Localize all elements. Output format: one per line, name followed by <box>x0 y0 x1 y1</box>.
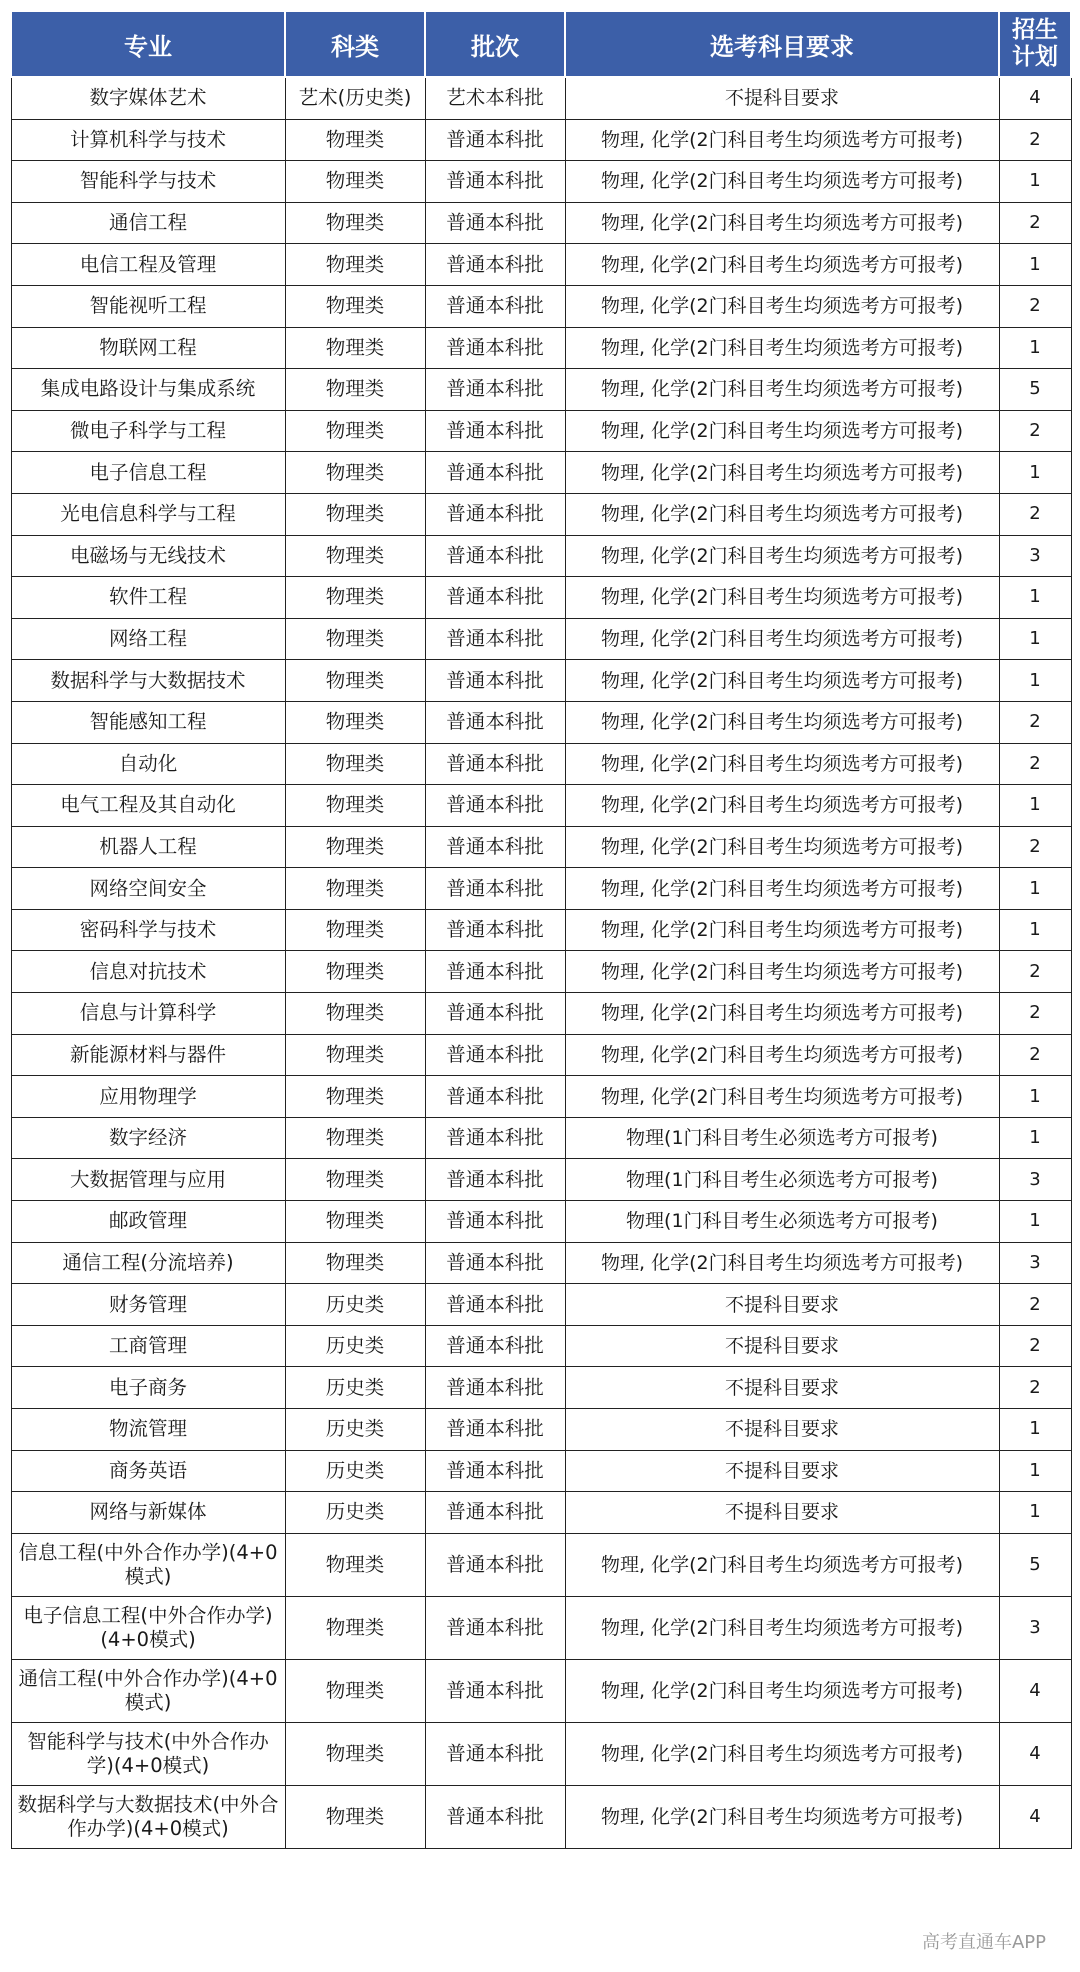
plan-cell: 2 <box>999 993 1071 1035</box>
category-cell: 历史类 <box>285 1450 425 1492</box>
plan-cell: 2 <box>999 951 1071 993</box>
category-cell: 物理类 <box>285 826 425 868</box>
requirement-cell: 物理, 化学(2门科目考生均须选考方可报考) <box>565 577 999 619</box>
category-cell: 物理类 <box>285 701 425 743</box>
plan-cell: 2 <box>999 826 1071 868</box>
category-cell: 物理类 <box>285 327 425 369</box>
batch-cell: 普通本科批 <box>425 1159 565 1201</box>
major-cell: 物联网工程 <box>11 327 285 369</box>
table-row <box>11 369 1071 411</box>
table-row <box>11 826 1071 868</box>
batch-cell: 普通本科批 <box>425 369 565 411</box>
batch-cell: 普通本科批 <box>425 826 565 868</box>
category-cell: 物理类 <box>285 1159 425 1201</box>
requirement-cell: 物理, 化学(2门科目考生均须选考方可报考) <box>565 868 999 910</box>
batch-cell: 普通本科批 <box>425 1659 565 1722</box>
major-cell: 光电信息科学与工程 <box>11 493 285 535</box>
plan-cell: 1 <box>999 577 1071 619</box>
plan-cell: 4 <box>999 1722 1071 1785</box>
plan-cell: 1 <box>999 868 1071 910</box>
batch-cell: 普通本科批 <box>425 660 565 702</box>
requirement-cell: 不提科目要求 <box>565 1492 999 1534</box>
table-row <box>11 1409 1071 1451</box>
major-cell: 网络与新媒体 <box>11 1492 285 1534</box>
plan-cell: 1 <box>999 1409 1071 1451</box>
requirement-cell: 物理(1门科目考生必须选考方可报考) <box>565 1117 999 1159</box>
table-row <box>11 452 1071 494</box>
requirement-cell: 物理, 化学(2门科目考生均须选考方可报考) <box>565 826 999 868</box>
plan-cell: 3 <box>999 1242 1071 1284</box>
major-cell: 数字经济 <box>11 1117 285 1159</box>
major-cell: 自动化 <box>11 743 285 785</box>
table-row <box>11 1367 1071 1409</box>
plan-cell: 1 <box>999 1492 1071 1534</box>
header-plan-label: 招生计划 <box>1012 17 1058 70</box>
requirement-cell: 物理(1门科目考生必须选考方可报考) <box>565 1201 999 1243</box>
batch-cell: 普通本科批 <box>425 1409 565 1451</box>
batch-cell: 普通本科批 <box>425 493 565 535</box>
major-cell: 集成电路设计与集成系统 <box>11 369 285 411</box>
plan-cell: 1 <box>999 909 1071 951</box>
batch-cell: 普通本科批 <box>425 951 565 993</box>
table-row <box>11 493 1071 535</box>
major-cell: 通信工程 <box>11 202 285 244</box>
requirement-cell: 物理, 化学(2门科目考生均须选考方可报考) <box>565 909 999 951</box>
major-cell: 数字媒体艺术 <box>11 77 285 119</box>
requirement-cell: 物理, 化学(2门科目考生均须选考方可报考) <box>565 327 999 369</box>
batch-cell: 普通本科批 <box>425 618 565 660</box>
requirement-cell: 物理, 化学(2门科目考生均须选考方可报考) <box>565 660 999 702</box>
plan-cell: 2 <box>999 701 1071 743</box>
plan-cell: 1 <box>999 1076 1071 1118</box>
table-header-row <box>11 11 1071 77</box>
header-plan <box>999 11 1071 77</box>
plan-cell: 2 <box>999 410 1071 452</box>
table-row <box>11 951 1071 993</box>
table-row <box>11 1076 1071 1118</box>
table-row <box>11 1659 1071 1722</box>
batch-cell: 艺术本科批 <box>425 77 565 119</box>
plan-cell: 1 <box>999 452 1071 494</box>
plan-cell: 2 <box>999 119 1071 161</box>
plan-cell: 4 <box>999 77 1071 119</box>
batch-cell: 普通本科批 <box>425 161 565 203</box>
major-cell: 商务英语 <box>11 1450 285 1492</box>
category-cell: 物理类 <box>285 993 425 1035</box>
category-cell: 物理类 <box>285 285 425 327</box>
category-cell: 物理类 <box>285 1596 425 1659</box>
batch-cell: 普通本科批 <box>425 1450 565 1492</box>
plan-cell: 1 <box>999 244 1071 286</box>
category-cell: 历史类 <box>285 1284 425 1326</box>
category-cell: 历史类 <box>285 1325 425 1367</box>
table-row <box>11 1596 1071 1659</box>
plan-cell: 2 <box>999 1325 1071 1367</box>
category-cell: 物理类 <box>285 1201 425 1243</box>
batch-cell: 普通本科批 <box>425 452 565 494</box>
table-row <box>11 868 1071 910</box>
category-cell: 物理类 <box>285 161 425 203</box>
table-row <box>11 618 1071 660</box>
watermark: 高考直通车APP <box>921 1932 1046 1953</box>
requirement-cell: 物理, 化学(2门科目考生均须选考方可报考) <box>565 618 999 660</box>
category-cell: 物理类 <box>285 410 425 452</box>
plan-cell: 2 <box>999 1284 1071 1326</box>
major-cell: 信息与计算科学 <box>11 993 285 1035</box>
table-row <box>11 119 1071 161</box>
major-cell: 智能科学与技术(中外合作办学)(4+0模式) <box>11 1722 285 1785</box>
major-cell: 财务管理 <box>11 1284 285 1326</box>
category-cell: 物理类 <box>285 202 425 244</box>
category-cell: 物理类 <box>285 1034 425 1076</box>
requirement-cell: 物理, 化学(2门科目考生均须选考方可报考) <box>565 701 999 743</box>
admission-plan-table-container <box>10 10 1070 1962</box>
plan-cell: 1 <box>999 161 1071 203</box>
table-row <box>11 1034 1071 1076</box>
requirement-cell: 物理, 化学(2门科目考生均须选考方可报考) <box>565 535 999 577</box>
batch-cell: 普通本科批 <box>425 410 565 452</box>
plan-cell: 1 <box>999 785 1071 827</box>
major-cell: 通信工程(分流培养) <box>11 1242 285 1284</box>
major-cell: 信息工程(中外合作办学)(4+0模式) <box>11 1533 285 1596</box>
table-row <box>11 660 1071 702</box>
requirement-cell: 物理, 化学(2门科目考生均须选考方可报考) <box>565 369 999 411</box>
batch-cell: 普通本科批 <box>425 1533 565 1596</box>
requirement-cell: 物理, 化学(2门科目考生均须选考方可报考) <box>565 743 999 785</box>
major-cell: 应用物理学 <box>11 1076 285 1118</box>
table-row <box>11 535 1071 577</box>
table-row <box>11 1284 1071 1326</box>
category-cell: 历史类 <box>285 1367 425 1409</box>
requirement-cell: 物理, 化学(2门科目考生均须选考方可报考) <box>565 1659 999 1722</box>
table-row <box>11 1159 1071 1201</box>
major-cell: 智能科学与技术 <box>11 161 285 203</box>
category-cell: 物理类 <box>285 1076 425 1118</box>
batch-cell: 普通本科批 <box>425 1596 565 1659</box>
category-cell: 物理类 <box>285 909 425 951</box>
major-cell: 微电子科学与工程 <box>11 410 285 452</box>
requirement-cell: 物理, 化学(2门科目考生均须选考方可报考) <box>565 1533 999 1596</box>
header-major: 专业 <box>11 11 285 77</box>
plan-cell: 2 <box>999 1367 1071 1409</box>
requirement-cell: 不提科目要求 <box>565 1367 999 1409</box>
requirement-cell: 不提科目要求 <box>565 1284 999 1326</box>
admission-plan-table <box>10 10 1072 1849</box>
plan-cell: 1 <box>999 1450 1071 1492</box>
requirement-cell: 物理, 化学(2门科目考生均须选考方可报考) <box>565 1242 999 1284</box>
major-cell: 数据科学与大数据技术 <box>11 660 285 702</box>
category-cell: 物理类 <box>285 743 425 785</box>
category-cell: 物理类 <box>285 618 425 660</box>
table-row <box>11 410 1071 452</box>
major-cell: 邮政管理 <box>11 1201 285 1243</box>
batch-cell: 普通本科批 <box>425 1242 565 1284</box>
requirement-cell: 物理, 化学(2门科目考生均须选考方可报考) <box>565 493 999 535</box>
major-cell: 计算机科学与技术 <box>11 119 285 161</box>
major-cell: 工商管理 <box>11 1325 285 1367</box>
requirement-cell: 物理, 化学(2门科目考生均须选考方可报考) <box>565 202 999 244</box>
category-cell: 历史类 <box>285 1492 425 1534</box>
requirement-cell: 物理, 化学(2门科目考生均须选考方可报考) <box>565 1785 999 1848</box>
requirement-cell: 物理(1门科目考生必须选考方可报考) <box>565 1159 999 1201</box>
table-body <box>11 77 1071 1848</box>
table-row <box>11 1492 1071 1534</box>
plan-cell: 2 <box>999 285 1071 327</box>
major-cell: 大数据管理与应用 <box>11 1159 285 1201</box>
batch-cell: 普通本科批 <box>425 577 565 619</box>
batch-cell: 普通本科批 <box>425 1722 565 1785</box>
batch-cell: 普通本科批 <box>425 202 565 244</box>
table-row <box>11 909 1071 951</box>
plan-cell: 4 <box>999 1785 1071 1848</box>
category-cell: 物理类 <box>285 493 425 535</box>
table-row <box>11 161 1071 203</box>
batch-cell: 普通本科批 <box>425 1367 565 1409</box>
major-cell: 电信工程及管理 <box>11 244 285 286</box>
requirement-cell: 不提科目要求 <box>565 77 999 119</box>
plan-cell: 1 <box>999 618 1071 660</box>
batch-cell: 普通本科批 <box>425 535 565 577</box>
table-row <box>11 1533 1071 1596</box>
table-row <box>11 701 1071 743</box>
batch-cell: 普通本科批 <box>425 785 565 827</box>
table-row <box>11 1325 1071 1367</box>
batch-cell: 普通本科批 <box>425 743 565 785</box>
major-cell: 数据科学与大数据技术(中外合作办学)(4+0模式) <box>11 1785 285 1848</box>
header-batch: 批次 <box>425 11 565 77</box>
category-cell: 物理类 <box>285 1117 425 1159</box>
category-cell: 物理类 <box>285 119 425 161</box>
batch-cell: 普通本科批 <box>425 993 565 1035</box>
major-cell: 网络工程 <box>11 618 285 660</box>
category-cell: 物理类 <box>285 244 425 286</box>
category-cell: 物理类 <box>285 868 425 910</box>
requirement-cell: 物理, 化学(2门科目考生均须选考方可报考) <box>565 1076 999 1118</box>
category-cell: 物理类 <box>285 1242 425 1284</box>
table-row <box>11 1117 1071 1159</box>
batch-cell: 普通本科批 <box>425 701 565 743</box>
table-row <box>11 785 1071 827</box>
plan-cell: 3 <box>999 535 1071 577</box>
major-cell: 电子信息工程(中外合作办学)(4+0模式) <box>11 1596 285 1659</box>
plan-cell: 2 <box>999 493 1071 535</box>
category-cell: 物理类 <box>285 1722 425 1785</box>
batch-cell: 普通本科批 <box>425 327 565 369</box>
requirement-cell: 物理, 化学(2门科目考生均须选考方可报考) <box>565 1034 999 1076</box>
requirement-cell: 物理, 化学(2门科目考生均须选考方可报考) <box>565 785 999 827</box>
plan-cell: 3 <box>999 1596 1071 1659</box>
major-cell: 电气工程及其自动化 <box>11 785 285 827</box>
table-row <box>11 993 1071 1035</box>
major-cell: 新能源材料与器件 <box>11 1034 285 1076</box>
major-cell: 机器人工程 <box>11 826 285 868</box>
category-cell: 物理类 <box>285 369 425 411</box>
table-row <box>11 285 1071 327</box>
category-cell: 物理类 <box>285 785 425 827</box>
major-cell: 密码科学与技术 <box>11 909 285 951</box>
major-cell: 网络空间安全 <box>11 868 285 910</box>
major-cell: 电子商务 <box>11 1367 285 1409</box>
table-row <box>11 1450 1071 1492</box>
requirement-cell: 不提科目要求 <box>565 1450 999 1492</box>
table-row <box>11 327 1071 369</box>
category-cell: 物理类 <box>285 951 425 993</box>
category-cell: 艺术(历史类) <box>285 77 425 119</box>
requirement-cell: 物理, 化学(2门科目考生均须选考方可报考) <box>565 161 999 203</box>
batch-cell: 普通本科批 <box>425 1325 565 1367</box>
plan-cell: 3 <box>999 1159 1071 1201</box>
major-cell: 通信工程(中外合作办学)(4+0模式) <box>11 1659 285 1722</box>
batch-cell: 普通本科批 <box>425 1284 565 1326</box>
requirement-cell: 物理, 化学(2门科目考生均须选考方可报考) <box>565 285 999 327</box>
requirement-cell: 物理, 化学(2门科目考生均须选考方可报考) <box>565 410 999 452</box>
batch-cell: 普通本科批 <box>425 909 565 951</box>
batch-cell: 普通本科批 <box>425 1785 565 1848</box>
major-cell: 智能视听工程 <box>11 285 285 327</box>
plan-cell: 1 <box>999 1201 1071 1243</box>
batch-cell: 普通本科批 <box>425 1034 565 1076</box>
category-cell: 物理类 <box>285 660 425 702</box>
requirement-cell: 物理, 化学(2门科目考生均须选考方可报考) <box>565 1722 999 1785</box>
major-cell: 信息对抗技术 <box>11 951 285 993</box>
table-row <box>11 77 1071 119</box>
batch-cell: 普通本科批 <box>425 244 565 286</box>
category-cell: 历史类 <box>285 1409 425 1451</box>
table-row <box>11 1201 1071 1243</box>
major-cell: 电磁场与无线技术 <box>11 535 285 577</box>
header-category: 科类 <box>285 11 425 77</box>
plan-cell: 5 <box>999 1533 1071 1596</box>
header-requirement: 选考科目要求 <box>565 11 999 77</box>
category-cell: 物理类 <box>285 577 425 619</box>
table-row <box>11 1722 1071 1785</box>
table-row <box>11 1785 1071 1848</box>
requirement-cell: 物理, 化学(2门科目考生均须选考方可报考) <box>565 452 999 494</box>
requirement-cell: 物理, 化学(2门科目考生均须选考方可报考) <box>565 119 999 161</box>
plan-cell: 2 <box>999 202 1071 244</box>
table-row <box>11 1242 1071 1284</box>
batch-cell: 普通本科批 <box>425 1117 565 1159</box>
plan-cell: 2 <box>999 1034 1071 1076</box>
requirement-cell: 物理, 化学(2门科目考生均须选考方可报考) <box>565 1596 999 1659</box>
major-cell: 智能感知工程 <box>11 701 285 743</box>
category-cell: 物理类 <box>285 452 425 494</box>
batch-cell: 普通本科批 <box>425 1076 565 1118</box>
plan-cell: 1 <box>999 660 1071 702</box>
batch-cell: 普通本科批 <box>425 1201 565 1243</box>
major-cell: 电子信息工程 <box>11 452 285 494</box>
table-row <box>11 244 1071 286</box>
table-row <box>11 743 1071 785</box>
plan-cell: 4 <box>999 1659 1071 1722</box>
plan-cell: 1 <box>999 1117 1071 1159</box>
table-row <box>11 577 1071 619</box>
batch-cell: 普通本科批 <box>425 285 565 327</box>
category-cell: 物理类 <box>285 535 425 577</box>
batch-cell: 普通本科批 <box>425 868 565 910</box>
batch-cell: 普通本科批 <box>425 119 565 161</box>
major-cell: 软件工程 <box>11 577 285 619</box>
requirement-cell: 物理, 化学(2门科目考生均须选考方可报考) <box>565 993 999 1035</box>
requirement-cell: 不提科目要求 <box>565 1409 999 1451</box>
plan-cell: 5 <box>999 369 1071 411</box>
requirement-cell: 物理, 化学(2门科目考生均须选考方可报考) <box>565 951 999 993</box>
category-cell: 物理类 <box>285 1659 425 1722</box>
category-cell: 物理类 <box>285 1785 425 1848</box>
requirement-cell: 不提科目要求 <box>565 1325 999 1367</box>
requirement-cell: 物理, 化学(2门科目考生均须选考方可报考) <box>565 244 999 286</box>
major-cell: 物流管理 <box>11 1409 285 1451</box>
plan-cell: 2 <box>999 743 1071 785</box>
category-cell: 物理类 <box>285 1533 425 1596</box>
plan-cell: 1 <box>999 327 1071 369</box>
table-row <box>11 202 1071 244</box>
batch-cell: 普通本科批 <box>425 1492 565 1534</box>
